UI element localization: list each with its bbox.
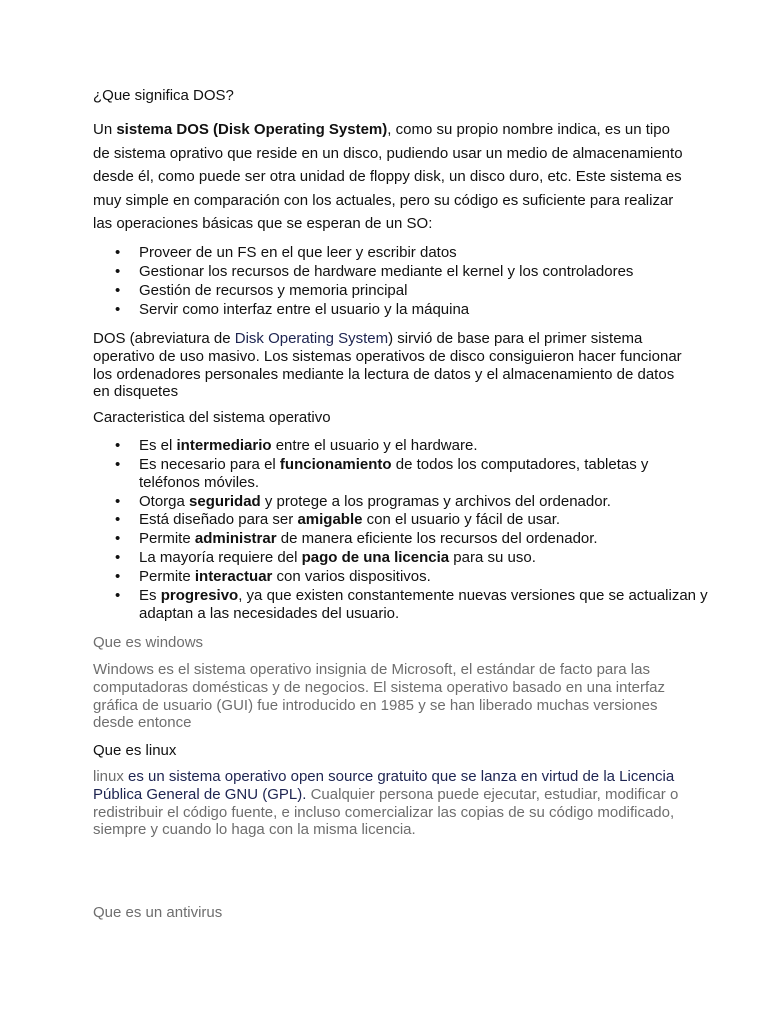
linux-definition-highlight: es un sistema operativo open source gratuito que se lanza en virtud de la Licencia Pública General de GNU (GPL). xyxy=(93,768,675,803)
disk-operating-system-link[interactable]: Disk Operating System xyxy=(234,330,389,347)
bullet-list-characteristics xyxy=(93,437,708,624)
list-item: • Es necesario para el funcionamiento de todos los computadores, tabletas y teléfonos móviles. xyxy=(93,456,708,492)
paragraph-dos-definition xyxy=(93,118,688,236)
heading-caracteristica: Caracteristica del sistema operativo xyxy=(93,409,331,426)
list-item: • Permite interactuar con varios dispositivos. xyxy=(93,568,708,586)
list-item: • Gestión de recursos y memoria principal xyxy=(93,282,708,300)
list-item: • Proveer de un FS en el que leer y escribir datos xyxy=(93,244,708,262)
bullet-list-dos-functions xyxy=(93,244,708,320)
p2-pre: DOS (abreviatura de xyxy=(93,330,235,347)
paragraph-dos-history xyxy=(93,330,688,401)
list-item: • Permite administrar de manera eficiente los recursos del ordenador. xyxy=(93,530,708,548)
heading-que-es-windows: Que es windows xyxy=(93,634,204,651)
list-item: • Gestionar los recursos de hardware mediante el kernel y los controladores xyxy=(93,263,708,281)
list-item: • Es progresivo, ya que existen constantemente nuevas versiones que se actualizan y adaptan a las necesidades del usuario. xyxy=(93,587,708,623)
paragraph-linux xyxy=(93,768,688,839)
list-item: • La mayoría requiere del pago de una licencia para su uso. xyxy=(93,549,708,567)
list-item: • Servir como interfaz entre el usuario y la máquina xyxy=(93,301,708,319)
list-item: • Está diseñado para ser amigable con el usuario y fácil de usar. xyxy=(93,511,708,529)
heading-que-es-linux: Que es linux xyxy=(93,742,177,759)
linux-rest: Cualquier persona puede ejecutar, estudiar, modificar o redistribuir el código fuente, e incluso comercializar las copias de su código modificado, siempre y cuando lo haga con la misma licencia. xyxy=(93,785,679,839)
list-item: • Es el intermediario entre el usuario y el hardware. xyxy=(93,437,708,455)
heading-que-significa-dos: ¿Que significa DOS? xyxy=(93,87,234,104)
paragraph-windows: Windows es el sistema operativo insignia de Microsoft, el estándar de facto para las computadoras domésticas y de negocios. El sistema operativo basado en una interfaz gráfica de usuario (GUI) fue introducido en 1985 y se han liberado muchas versiones desde entonce xyxy=(93,661,665,732)
heading-que-es-un-antivirus: Que es un antivirus xyxy=(93,904,223,921)
list-item: • Otorga seguridad y protege a los programas y archivos del ordenador. xyxy=(93,493,708,511)
p1-intro: Un xyxy=(93,121,117,138)
p1-rest: , como su propio nombre indica, es un tipo de sistema oprativo que reside en un disco, pudiendo usar un medio de almacenamiento desde él, como puede ser otra unidad de floppy disk, un disco duro, etc. Este sistema es muy simple en comparación con los actuales, pero su código es suficiente para realizar las operaciones básicas que se esperan de un SO: xyxy=(93,121,683,232)
linux-word: linux xyxy=(93,768,124,785)
p1-term-bold: sistema DOS (Disk Operating System) xyxy=(116,121,388,138)
p2-post: ) sirvió de base para el primer sistema operativo de uso masivo. Los sistemas operativos de disco consiguieron hacer funcionar los ordenadores personales mediante la lectura de datos y el almacenamiento de datos en disquetes xyxy=(93,330,682,401)
